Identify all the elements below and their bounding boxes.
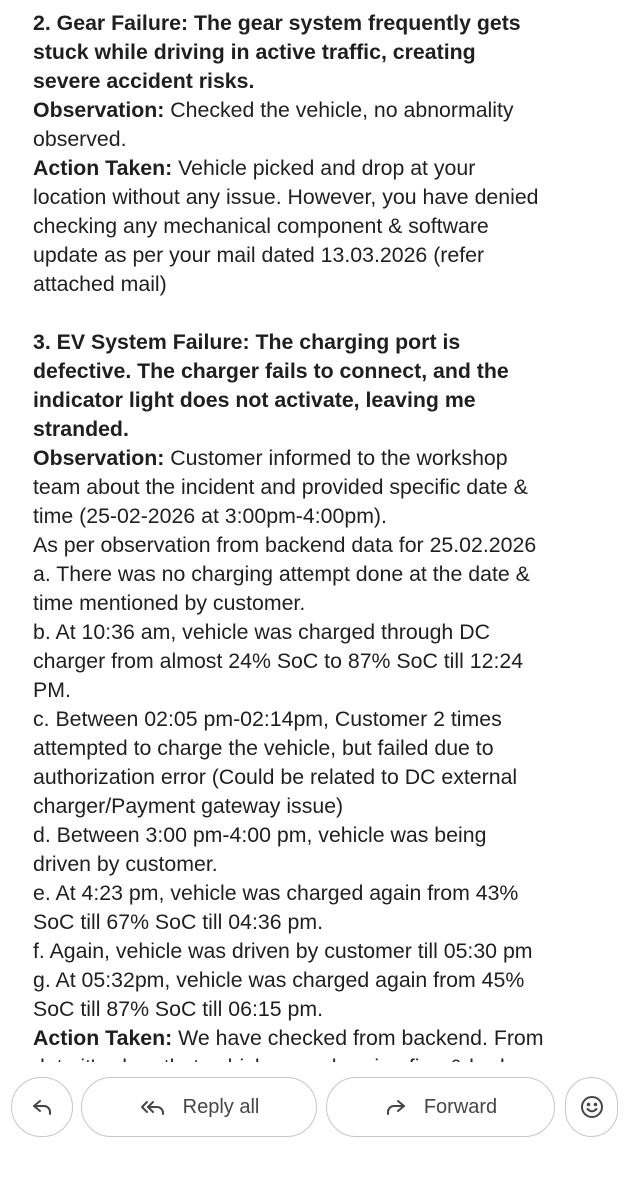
action-text: We have checked from backend. From (172, 1026, 544, 1050)
forward-label: Forward (423, 1095, 498, 1118)
observation-text: PM. (33, 678, 71, 702)
action-line (33, 1024, 603, 1053)
observation-text: a. There was no charging attempt done at the date & (33, 562, 530, 586)
reply-icon (30, 1095, 54, 1119)
observation-text: As per observation from backend data for 25.02.2026 (33, 533, 537, 557)
reply-all-label: Reply all (182, 1095, 260, 1118)
forward-button[interactable] (326, 1077, 555, 1137)
action-text: attached mail) (33, 272, 167, 296)
section-title-line: severe accident risks. (33, 69, 255, 93)
observation-text: SoC till 87% SoC till 06:15 pm. (33, 997, 324, 1021)
action-label: Action Taken: (33, 1026, 173, 1050)
action-label: Action Taken: (33, 156, 173, 180)
observation-text: attempted to charge the vehicle, but failed due to (33, 736, 494, 760)
emoji-icon (579, 1094, 605, 1120)
section-title-line: stranded. (33, 417, 129, 441)
observation-label: Observation: (33, 98, 165, 122)
section-title-line: 2. Gear Failure: The gear system frequently gets (33, 11, 521, 35)
reply-button[interactable] (11, 1077, 73, 1137)
reply-all-button[interactable] (81, 1077, 317, 1137)
observation-text: observed. (33, 127, 127, 151)
observation-line (33, 96, 603, 125)
action-text: checking any mechanical component & software (33, 214, 489, 238)
observation-text: charger from almost 24% SoC to 87% SoC till 12:24 (33, 649, 524, 673)
emoji-reaction-button[interactable] (565, 1077, 618, 1137)
observation-text: charger/Payment gateway issue) (33, 794, 344, 818)
action-text: location without any issue. However, you have denied (33, 185, 539, 209)
section-title-line: indicator light does not activate, leaving me (33, 388, 476, 412)
observation-text: f. Again, vehicle was driven by customer till 05:30 pm (33, 939, 533, 963)
section-ev-system-failure (33, 328, 603, 1082)
observation-text: driven by customer. (33, 852, 218, 876)
section-gear-failure (33, 9, 603, 299)
section-title-line: defective. The charger fails to connect, and the (33, 359, 509, 383)
observation-text: Checked the vehicle, no abnormality (164, 98, 514, 122)
observation-text: g. At 05:32pm, vehicle was charged again from 45% (33, 968, 525, 992)
reply-all-icon (139, 1095, 167, 1119)
email-content (33, 9, 603, 1082)
section-title-line: 3. EV System Failure: The charging port is (33, 330, 461, 354)
action-text: update as per your mail dated 13.03.2026 (refer (33, 243, 485, 267)
observation-line (33, 444, 603, 473)
observation-text: c. Between 02:05 pm-02:14pm, Customer 2 times (33, 707, 502, 731)
observation-text: time (25-02-2026 at 3:00pm-4:00pm). (33, 504, 387, 528)
observation-text: Customer informed to the workshop (164, 446, 508, 470)
reply-action-bar (0, 1062, 630, 1199)
observation-text: team about the incident and provided specific date & (33, 475, 528, 499)
observation-label: Observation: (33, 446, 165, 470)
paragraph-spacer (33, 299, 603, 328)
observation-text: SoC till 67% SoC till 04:36 pm. (33, 910, 324, 934)
action-text: Vehicle picked and drop at your (172, 156, 476, 180)
observation-text: b. At 10:36 am, vehicle was charged through DC (33, 620, 490, 644)
observation-text: e. At 4:23 pm, vehicle was charged again from 43% (33, 881, 519, 905)
section-title-line: stuck while driving in active traffic, creating (33, 40, 476, 64)
observation-text: authorization error (Could be related to DC external (33, 765, 518, 789)
action-line (33, 154, 603, 183)
observation-text: time mentioned by customer. (33, 591, 306, 615)
observation-text: d. Between 3:00 pm-4:00 pm, vehicle was being (33, 823, 487, 847)
forward-icon (384, 1095, 408, 1119)
